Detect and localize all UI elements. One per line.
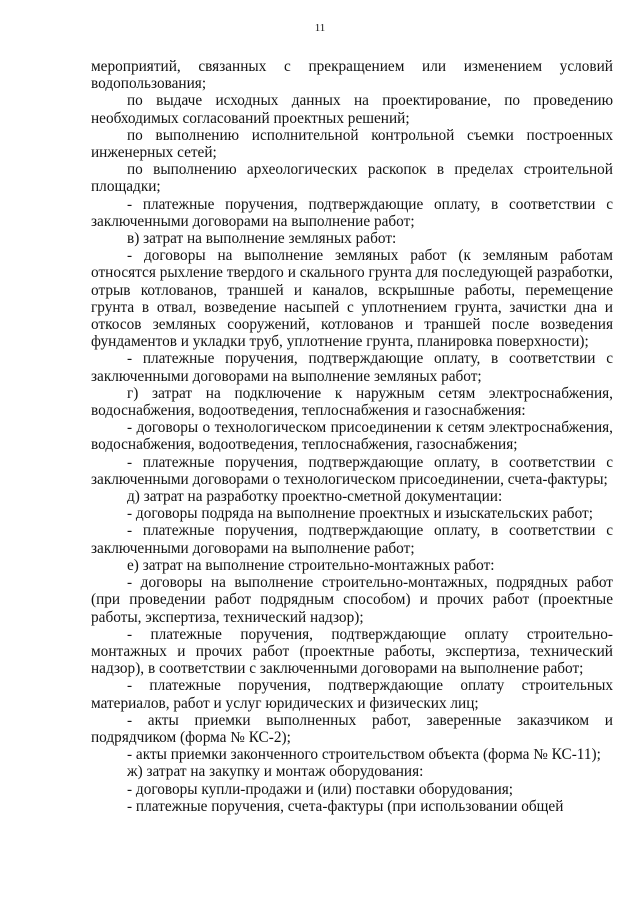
paragraph: по выполнению исполнительной контрольной съемки построенных инженерных сетей; [91, 126, 613, 162]
paragraph: - платежные поручения, подтверждающие оплату, в соответствии с заключенными договорами на выполнение земляных работ; [91, 350, 613, 385]
paragraph: е) затрат на выполнение строительно-монтажных работ: [127, 556, 495, 574]
paragraph: г) затрат на подключение к наружным сетям электроснабжения, водоснабжения, водоотведения, теплоснабжения и газоснабжения: [91, 384, 613, 420]
paragraph: - акты приемки выполненных работ, заверенные заказчиком и подрядчиком (форма № КС-2); [91, 711, 613, 746]
paragraph: - договоры о технологическом присоединении к сетям электроснабжения, водоснабжения, водоотведения, теплоснабжения, газоснабжения; [91, 419, 613, 454]
paragraph: - договоры подряда на выполнение проектных и изыскательских работ; [127, 505, 593, 523]
paragraph: - платежные поручения, счета-фактуры (при использовании общей [127, 797, 564, 815]
paragraph: - платежные поручения, подтверждающие оплату, в соответствии с заключенными договорами на выполнение работ; [91, 522, 613, 557]
paragraph: д) затрат на разработку проектно-сметной документации: [127, 488, 503, 506]
paragraph: - договоры купли-продажи и (или) поставки оборудования; [127, 780, 514, 798]
paragraph: по выполнению археологических раскопок в пределах строительной площадки; [91, 161, 613, 196]
paragraph: по выдаче исходных данных на проектирование, по проведению необходимых согласований проектных решений; [91, 92, 613, 127]
paragraph: - платежные поручения, подтверждающие оплату строительно-монтажных и прочих работ (проектные работы, экспертиза, технический надзор), в соответствии с заключенными договорами на выполнение работ; [91, 625, 613, 678]
paragraph: в) затрат на выполнение земляных работ: [127, 230, 397, 248]
body-text [91, 58, 613, 815]
page-number: 11 [314, 22, 326, 34]
paragraph: - акты приемки законченного строительством объекта (форма № КС-11); [127, 746, 601, 764]
paragraph: - платежные поручения, подтверждающие оплату строительных материалов, работ и услуг юридических и физических лиц; [91, 677, 613, 712]
paragraph: - платежные поручения, подтверждающие оплату, в соответствии с заключенными договорами о технологическом присоединении, счета-фактуры; [91, 453, 613, 488]
paragraph: ж) затрат на закупку и монтаж оборудования: [127, 763, 424, 781]
paragraph: - договоры на выполнение строительно-монтажных, подрядных работ (при проведении работ подрядным способом) и прочих работ (проектные работы, экспертиза, технический надзор); [91, 574, 613, 626]
paragraph: мероприятий, связанных с прекращением или изменением условий водопользования; [91, 58, 613, 93]
paragraph: - договоры на выполнение земляных работ (к земляным работам относятся рыхление твердого и скального грунта для последующей разработки, отрыв котлованов, траншей и каналов, вскрышные работы, перемещение грунта в отвал, возведение насыпей с уплотнением грунта, зачистки дна и откосов земляных сооружений, котлованов и траншей после возведения фундаментов и укладки труб, уплотнение грунта, планировка поверхности); [91, 247, 613, 351]
paragraph: - платежные поручения, подтверждающие оплату, в соответствии с заключенными договорами на выполнение работ; [91, 195, 613, 230]
